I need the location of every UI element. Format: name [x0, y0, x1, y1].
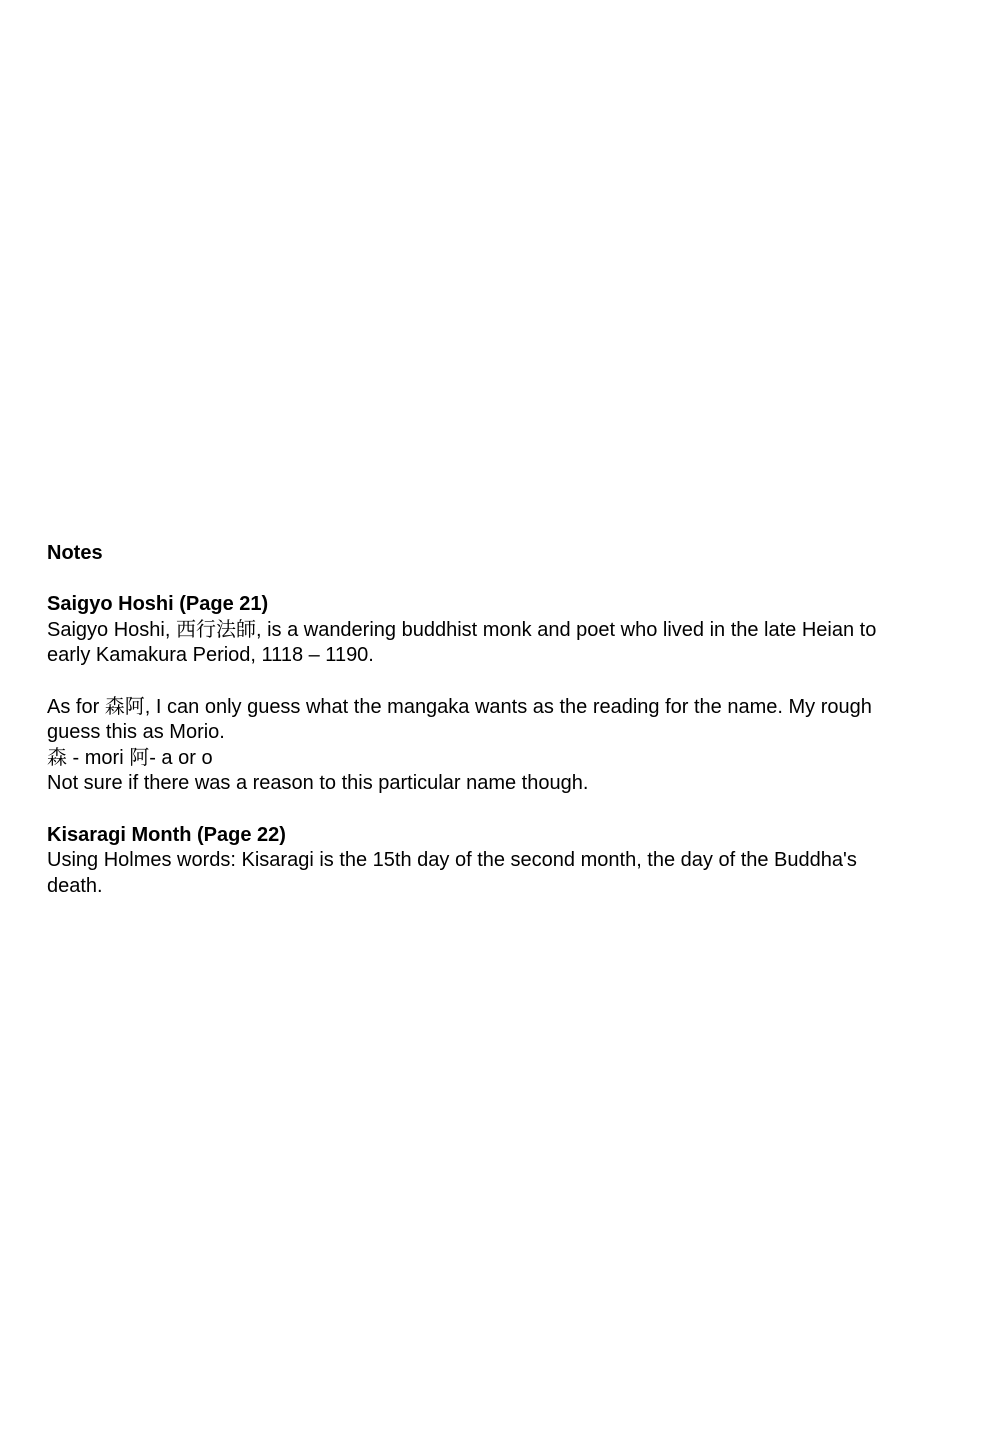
paragraph-line: Using Holmes words: Kisaragi is the 15th day of the second month, the day of the Buddha's: [47, 849, 857, 872]
paragraph-line: death.: [47, 874, 103, 897]
notes-title: Notes: [47, 542, 103, 564]
section-kisaragi-month: [47, 823, 947, 900]
paragraph-line: early Kamakura Period, 1118 – 1190.: [47, 644, 374, 667]
spacer: [47, 797, 947, 823]
spacer: [47, 669, 947, 695]
paragraph-line: Not sure if there was a reason to this particular name though.: [47, 772, 589, 795]
section-saigyo-hoshi: [47, 592, 947, 797]
spacer: [47, 567, 947, 593]
paragraph-line: 森 - mori 阿- a or o: [47, 746, 213, 769]
paragraph-line: Saigyo Hoshi, 西行法師, is a wandering buddhist monk and poet who lived in the late Heian to: [47, 618, 877, 641]
section-heading: Kisaragi Month (Page 22): [47, 823, 286, 846]
notes-document: [47, 541, 947, 899]
paragraph-line: As for 森阿, I can only guess what the mangaka wants as the reading for the name. My rough: [47, 695, 872, 718]
section-heading: Saigyo Hoshi (Page 21): [47, 593, 269, 616]
paragraph-line: guess this as Morio.: [47, 721, 225, 744]
